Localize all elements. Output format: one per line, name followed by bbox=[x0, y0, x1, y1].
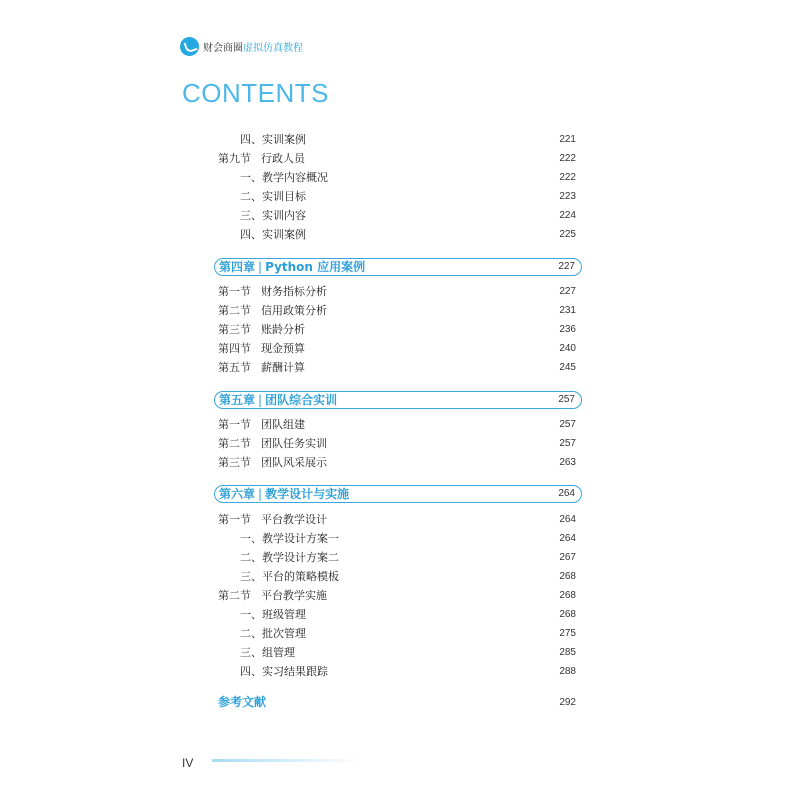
toc-subsection-entry bbox=[214, 548, 576, 567]
toc-entry-label: 第二节 团队任务实训 bbox=[218, 434, 327, 453]
toc-subsection-entry bbox=[214, 624, 576, 643]
toc-entry-label: 第四节 现金预算 bbox=[218, 339, 305, 358]
toc-page-number: 257 bbox=[559, 438, 576, 449]
toc-page-number: 224 bbox=[559, 210, 576, 221]
section-number: 第九节 bbox=[218, 152, 251, 165]
chapter-divider: | bbox=[258, 393, 263, 407]
toc-subsection-entry bbox=[214, 529, 576, 548]
toc-page-number: 264 bbox=[559, 533, 576, 544]
toc-page-number: 225 bbox=[559, 229, 576, 240]
page-number: IV bbox=[182, 756, 194, 770]
toc-references-entry bbox=[214, 693, 576, 712]
toc-entry-label: 第一节 平台教学设计 bbox=[218, 510, 327, 529]
toc-entry-label: 一、教学设计方案一 bbox=[240, 532, 339, 545]
toc-subsection-entry bbox=[214, 643, 576, 662]
toc-entry-label: 二、教学设计方案二 bbox=[240, 551, 339, 564]
chapter-page-number: 264 bbox=[558, 488, 575, 499]
page-footer bbox=[182, 752, 194, 770]
toc-page-number: 240 bbox=[559, 343, 576, 354]
toc-entry-label: 第九节 行政人员 bbox=[218, 149, 305, 168]
toc-entry-label: 一、教学内容概况 bbox=[240, 171, 328, 184]
chapter-title: 第四章 | Python 应用案例 bbox=[219, 260, 366, 274]
toc-subsection-entry bbox=[214, 206, 576, 225]
section-number: 第一节 bbox=[218, 285, 251, 298]
references-label: 参考文献 bbox=[218, 695, 267, 709]
references-page-number: 292 bbox=[559, 697, 576, 708]
page-title: CONTENTS bbox=[182, 78, 329, 108]
toc-section-entry bbox=[214, 149, 576, 168]
book-series-title: 财会商圈虚拟仿真教程 bbox=[203, 42, 303, 54]
section-number: 第一节 bbox=[218, 513, 251, 526]
toc-section-entry bbox=[214, 320, 576, 339]
toc-page-number: 221 bbox=[559, 134, 576, 145]
toc-entry-label: 第三节 账龄分析 bbox=[218, 320, 305, 339]
toc-section-entry bbox=[214, 586, 576, 605]
toc-page-number: 264 bbox=[559, 514, 576, 525]
toc-section-entry bbox=[214, 510, 576, 529]
toc-entry-label: 四、实训案例 bbox=[240, 228, 306, 241]
section-number: 第二节 bbox=[218, 589, 251, 602]
toc-entry-label: 一、班级管理 bbox=[240, 608, 306, 621]
toc-chapter-entry bbox=[214, 391, 582, 409]
toc-section-entry bbox=[214, 434, 576, 453]
toc-section-entry bbox=[214, 282, 576, 301]
toc-subsection-entry bbox=[214, 187, 576, 206]
section-number: 第二节 bbox=[218, 437, 251, 450]
toc-entry-label: 三、组管理 bbox=[240, 646, 295, 659]
toc-section-entry bbox=[214, 301, 576, 320]
toc-page-number: 263 bbox=[559, 457, 576, 468]
toc-page-number: 268 bbox=[559, 571, 576, 582]
running-header bbox=[180, 36, 303, 56]
toc-entry-label: 第一节 团队组建 bbox=[218, 415, 305, 434]
toc-entry-label: 四、实训案例 bbox=[240, 133, 306, 146]
toc-page-number: 222 bbox=[559, 172, 576, 183]
section-number: 第五节 bbox=[218, 361, 251, 374]
publisher-logo-icon bbox=[180, 37, 199, 56]
toc-entry-label: 第二节 信用政策分析 bbox=[218, 301, 327, 320]
toc-entry-label: 二、实训目标 bbox=[240, 190, 306, 203]
toc-page-number: 267 bbox=[559, 552, 576, 563]
toc-entry-label: 第三节 团队风采展示 bbox=[218, 453, 327, 472]
chapter-title: 第五章 | 团队综合实训 bbox=[219, 393, 338, 407]
toc-page-number: 245 bbox=[559, 362, 576, 373]
toc-page-number: 288 bbox=[559, 666, 576, 677]
section-number: 第四节 bbox=[218, 342, 251, 355]
toc-entry-label: 三、平台的策略模板 bbox=[240, 570, 339, 583]
toc-page-number: 227 bbox=[559, 286, 576, 297]
toc-page-number: 257 bbox=[559, 419, 576, 430]
toc-section-entry bbox=[214, 453, 576, 472]
toc-subsection-entry bbox=[214, 130, 576, 149]
toc-page-number: 222 bbox=[559, 153, 576, 164]
footer-decorative-bar bbox=[212, 759, 362, 762]
toc-subsection-entry bbox=[214, 225, 576, 244]
toc-entry-label: 二、批次管理 bbox=[240, 627, 306, 640]
section-number: 第二节 bbox=[218, 304, 251, 317]
toc-page-number: 268 bbox=[559, 590, 576, 601]
toc-section-entry bbox=[214, 358, 576, 377]
toc-entry-label: 四、实习结果跟踪 bbox=[240, 665, 328, 678]
section-number: 第三节 bbox=[218, 323, 251, 336]
chapter-divider: | bbox=[258, 260, 263, 274]
chapter-divider: | bbox=[258, 487, 263, 501]
section-number: 第三节 bbox=[218, 456, 251, 469]
toc-section-entry bbox=[214, 415, 576, 434]
chapter-title: 第六章 | 教学设计与实施 bbox=[219, 487, 350, 501]
toc-page-number: 236 bbox=[559, 324, 576, 335]
chapter-page-number: 257 bbox=[558, 394, 575, 405]
toc-entry-label: 三、实训内容 bbox=[240, 209, 306, 222]
toc-page-number: 285 bbox=[559, 647, 576, 658]
toc-page-number: 275 bbox=[559, 628, 576, 639]
toc-chapter-entry bbox=[214, 258, 582, 276]
section-number: 第一节 bbox=[218, 418, 251, 431]
toc-subsection-entry bbox=[214, 567, 576, 586]
toc-subsection-entry bbox=[214, 662, 576, 681]
toc-entry-label: 第五节 薪酬计算 bbox=[218, 358, 305, 377]
toc-chapter-entry bbox=[214, 485, 582, 503]
toc-subsection-entry bbox=[214, 168, 576, 187]
toc-page-number: 223 bbox=[559, 191, 576, 202]
chapter-page-number: 227 bbox=[558, 261, 575, 272]
toc-entry-label: 第一节 财务指标分析 bbox=[218, 282, 327, 301]
toc-subsection-entry bbox=[214, 605, 576, 624]
toc-page-number: 231 bbox=[559, 305, 576, 316]
toc-section-entry bbox=[214, 339, 576, 358]
toc-entry-label: 第二节 平台教学实施 bbox=[218, 586, 327, 605]
toc-page-number: 268 bbox=[559, 609, 576, 620]
